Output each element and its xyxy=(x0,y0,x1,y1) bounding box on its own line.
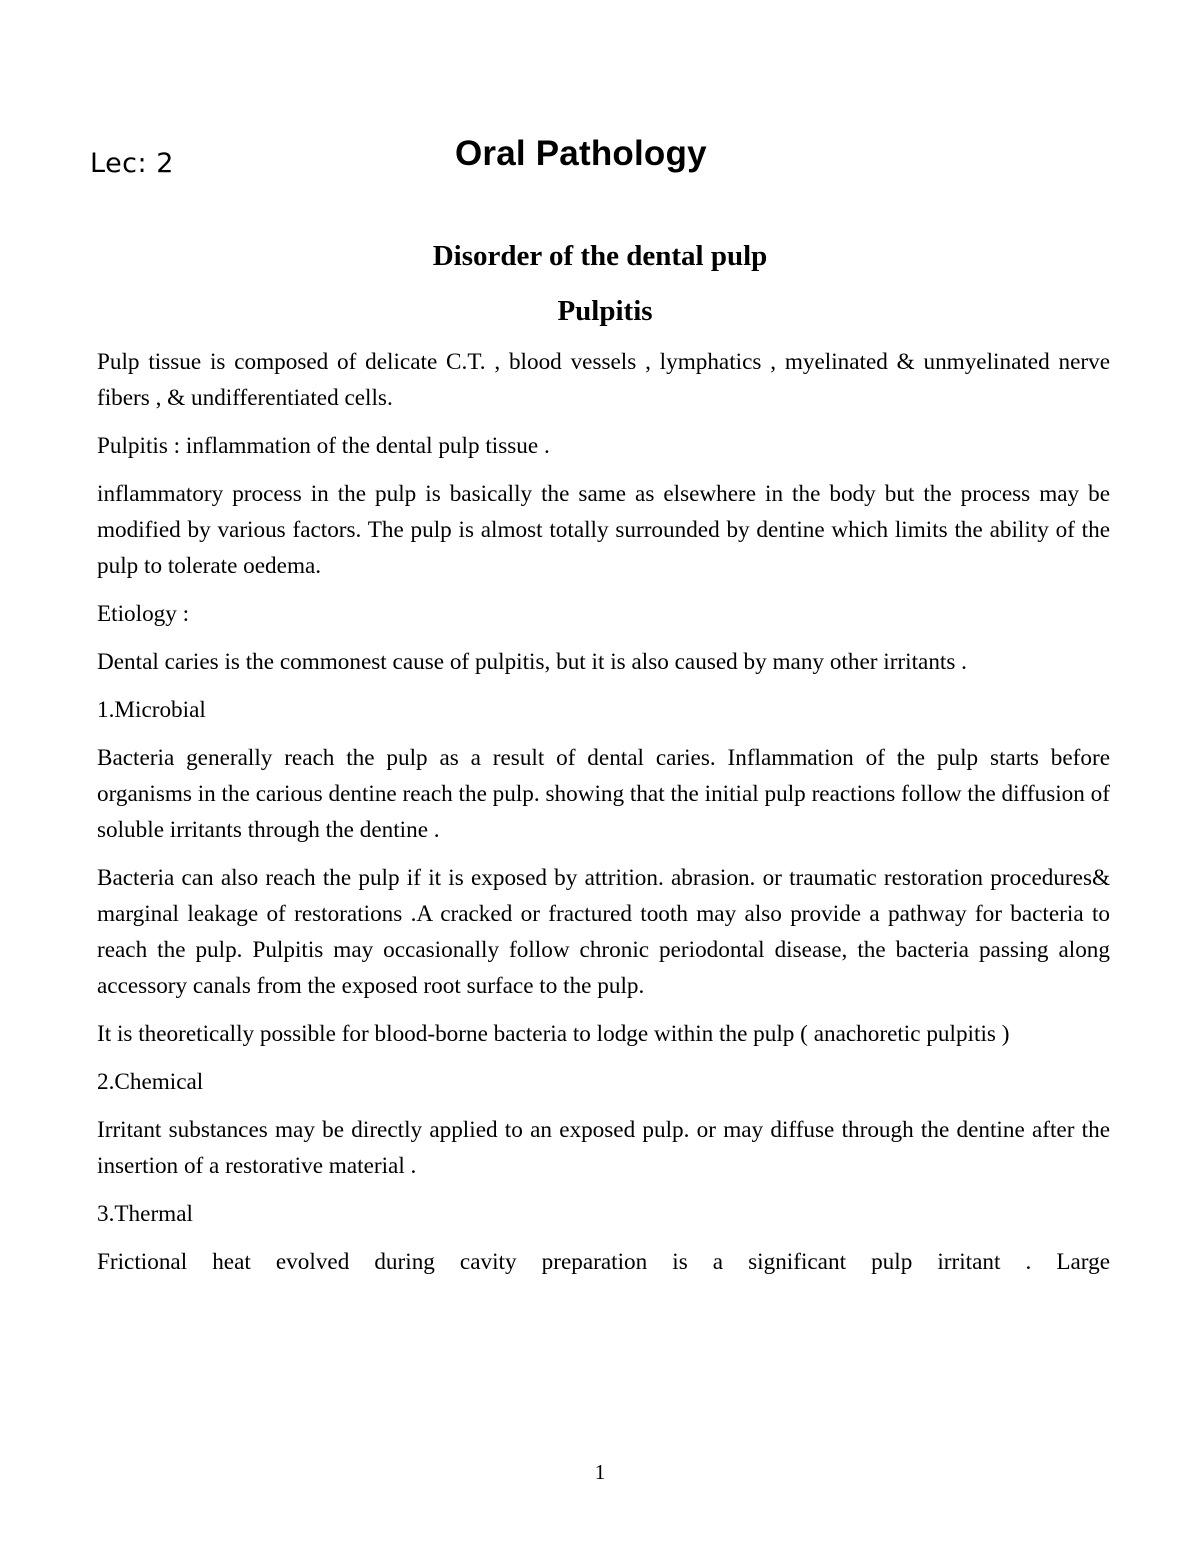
main-heading: Disorder of the dental pulp xyxy=(432,240,768,272)
page-number: 1 xyxy=(594,1460,606,1484)
thermal-label: 3.Thermal xyxy=(97,1201,193,1227)
course-title: Oral Pathology xyxy=(455,134,707,173)
chemical-label: 2.Chemical xyxy=(97,1069,204,1095)
paragraph-dental-caries: Dental caries is the commonest cause of pulpitis, but it is also caused by many other irritants . xyxy=(97,649,967,675)
microbial-label: 1.Microbial xyxy=(97,697,206,723)
paragraph-frictional-heat: Frictional heat evolved during cavity preparation is a significant pulp irritant . Large xyxy=(97,1249,1110,1275)
paragraph-irritant-substances: Irritant substances may be directly applied to an exposed pulp. or may diffuse through the dentine after the insertion of a restorative material . xyxy=(97,1117,1110,1179)
paragraph-pulp-tissue: Pulp tissue is composed of delicate C.T. , blood vessels , lymphatics , myelinated & unmyelinated nerve fibers , & undifferentiated cells. xyxy=(97,349,1110,411)
lecture-number: Lec: 2 xyxy=(90,148,174,179)
etiology-label: Etiology : xyxy=(97,601,190,627)
paragraph-bacteria-reach: Bacteria generally reach the pulp as a result of dental caries. Inflammation of the pulp starts before organisms in the carious dentine reach the pulp. showing that the initial pulp reactions follow the diffusion of soluble irritants through the dentine . xyxy=(97,745,1110,843)
paragraph-blood-borne: It is theoretically possible for blood-borne bacteria to lodge within the pulp ( anachoretic pulpitis ) xyxy=(97,1021,1010,1047)
paragraph-bacteria-exposed: Bacteria can also reach the pulp if it is exposed by attrition. abrasion. or traumatic restoration procedures& marginal leakage of restorations .A cracked or fractured tooth may also provide a pathway for bacteria to reach the pulp. Pulpitis may occasionally follow chronic periodontal disease, the bacteria passing along accessory canals from the exposed root surface to the pulp. xyxy=(97,865,1110,999)
paragraph-pulpitis-definition: Pulpitis : inflammation of the dental pulp tissue . xyxy=(97,433,550,459)
sub-heading: Pulpitis xyxy=(557,295,653,327)
paragraph-inflammatory-process: inflammatory process in the pulp is basically the same as elsewhere in the body but the process may be modified by various factors. The pulp is almost totally surrounded by dentine which limits the ability of the pulp to tolerate oedema. xyxy=(97,481,1110,579)
body-text xyxy=(97,344,1110,1292)
